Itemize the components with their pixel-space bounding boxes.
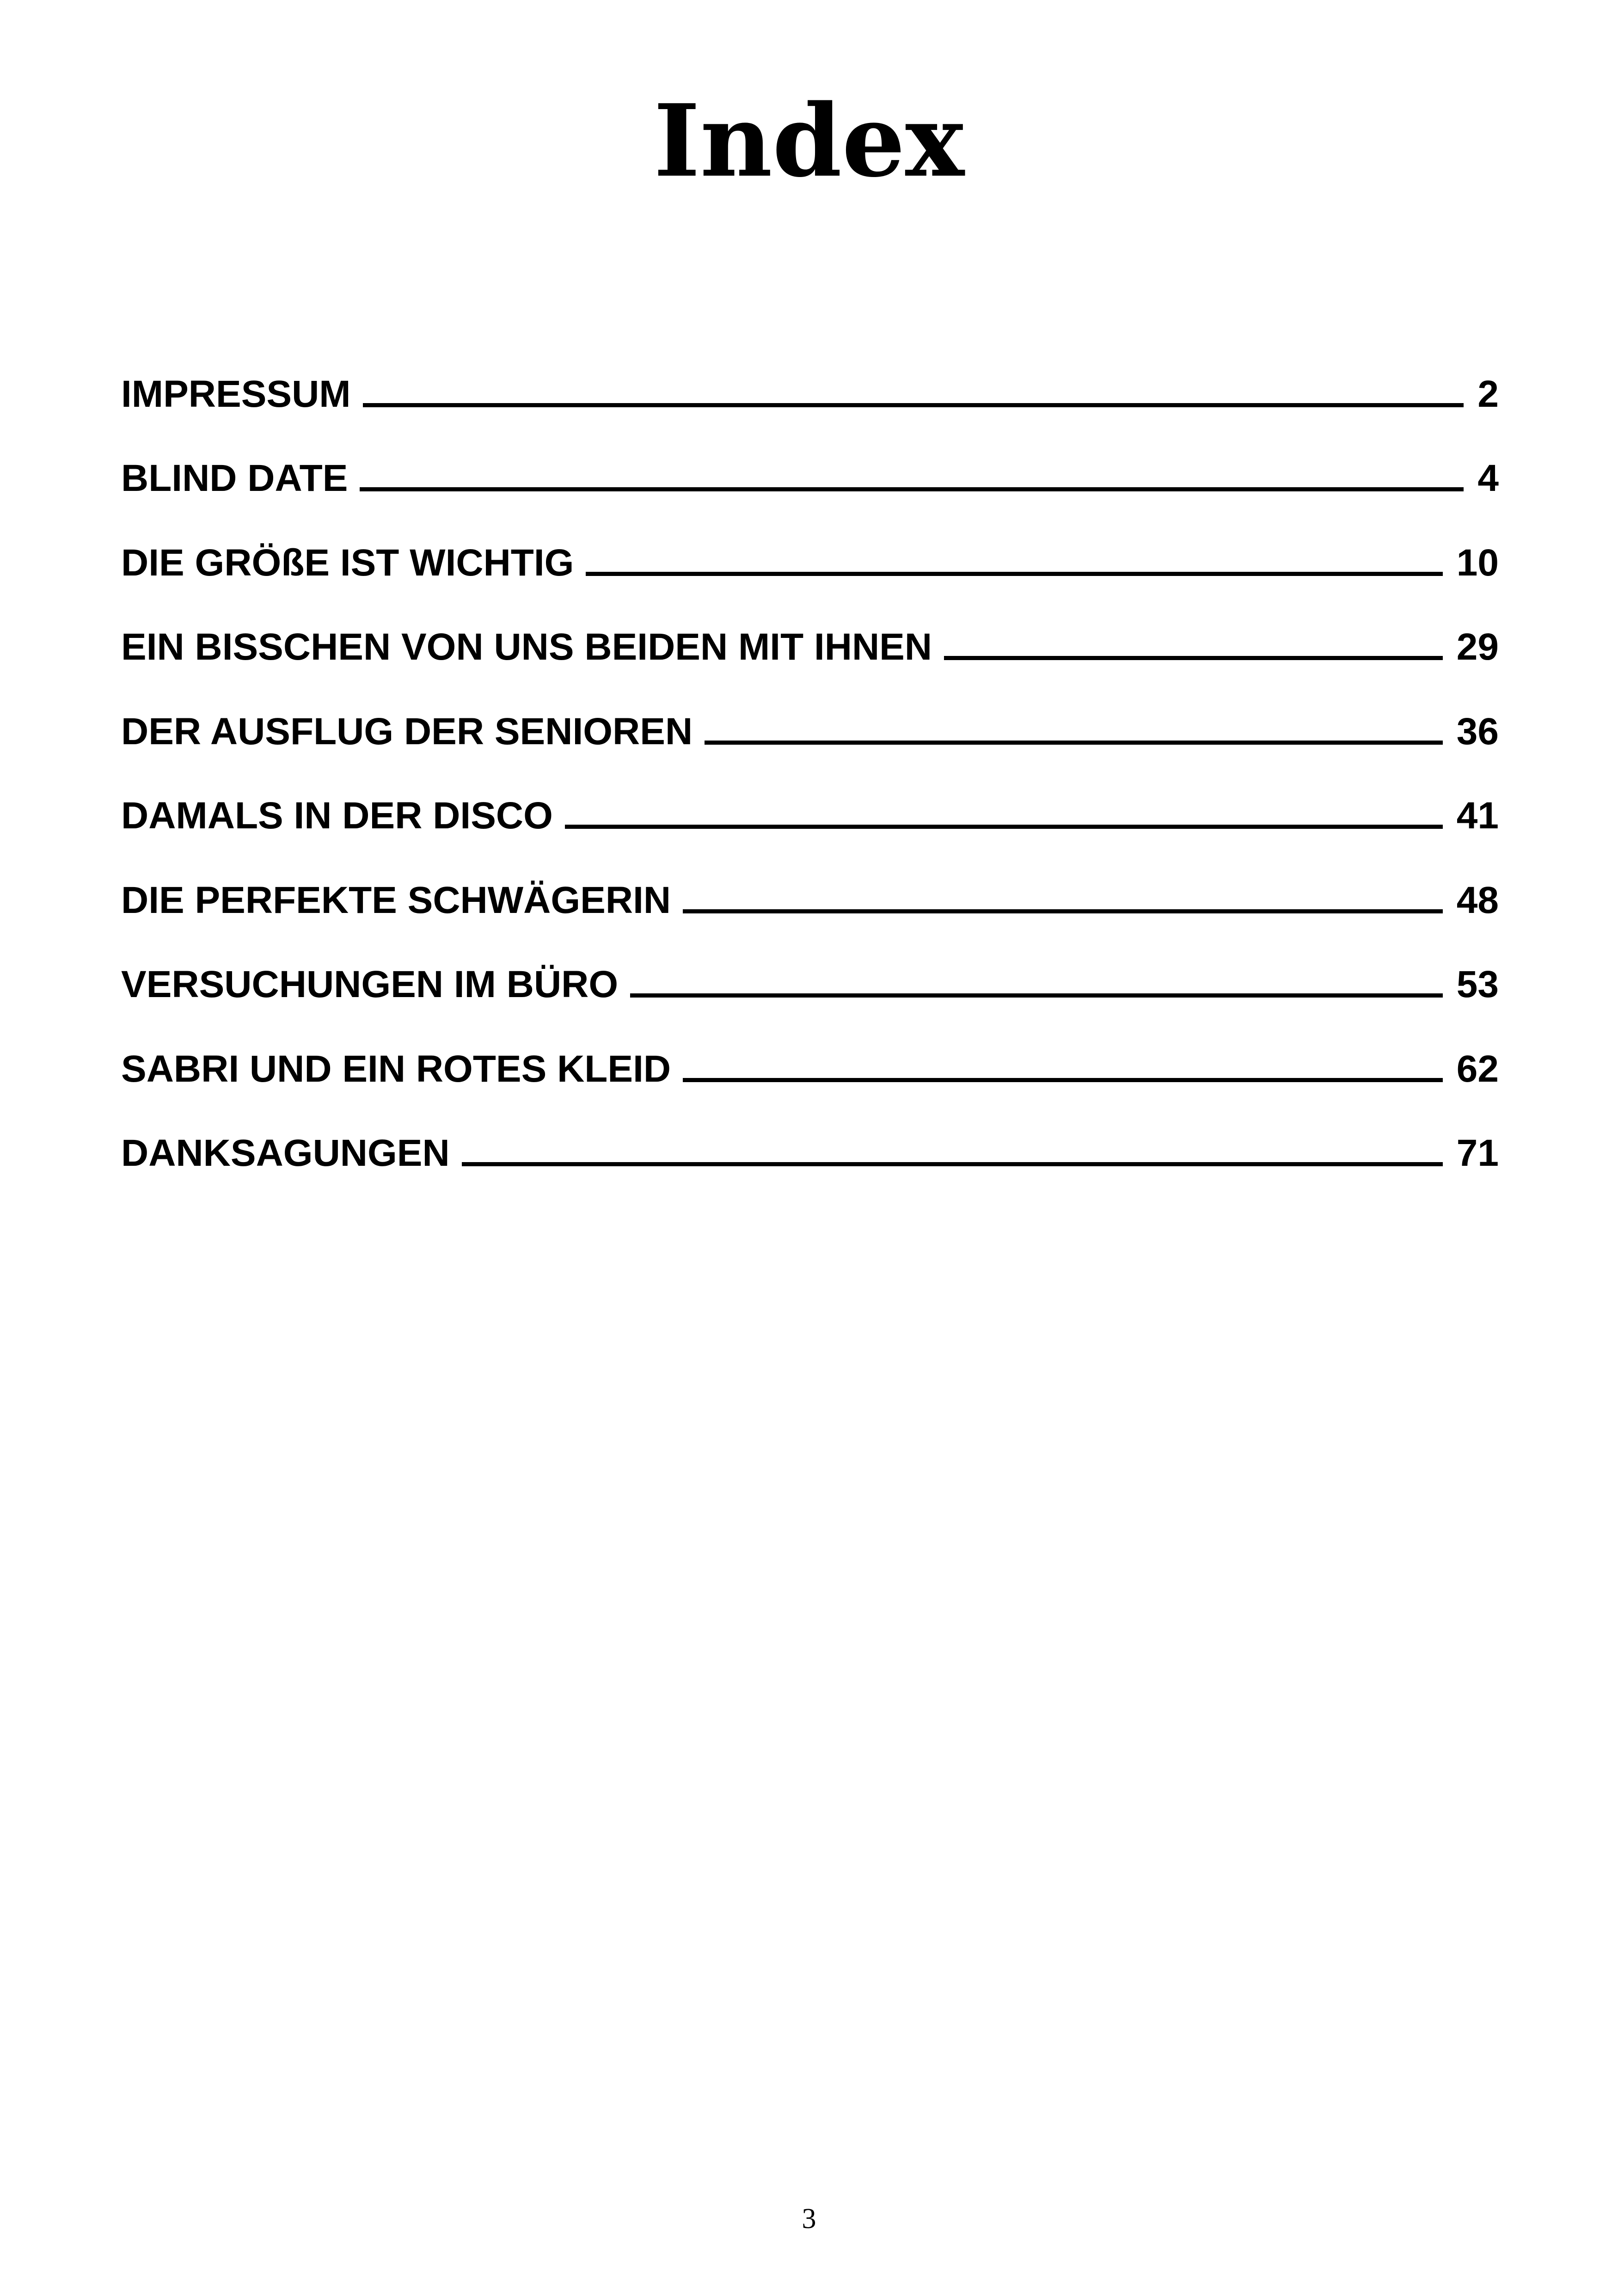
toc-entry-title: EIN BISSCHEN VON UNS BEIDEN MIT IHNEN	[121, 626, 932, 668]
toc-entry-die-groesse-ist-wichtig[interactable]	[121, 502, 1499, 586]
page-title: Index	[653, 82, 965, 199]
toc-entry-page: 29	[1456, 626, 1499, 668]
toc-entry-page: 48	[1456, 879, 1499, 921]
toc-leader-line	[705, 741, 1443, 745]
toc-entry-page: 53	[1456, 963, 1499, 1005]
toc-entry-damals-in-der-disco[interactable]	[121, 755, 1499, 839]
toc-entry-page: 41	[1456, 795, 1499, 837]
toc-leader-line	[586, 572, 1442, 576]
toc-entry-page: 2	[1477, 373, 1499, 415]
toc-entry-title: SABRI UND EIN ROTES KLEID	[121, 1047, 671, 1090]
toc-entry-page: 36	[1456, 710, 1499, 753]
toc-leader-line	[683, 1078, 1443, 1082]
toc-leader-line	[363, 403, 1464, 407]
toc-leader-line	[683, 909, 1443, 913]
toc-entry-page: 71	[1456, 1132, 1499, 1174]
toc-entry-sabri-und-ein-rotes-kleid[interactable]	[121, 1008, 1499, 1092]
toc-leader-line	[630, 993, 1443, 998]
page-number: 3	[802, 2203, 816, 2235]
toc-entry-title: VERSUCHUNGEN IM BÜRO	[121, 963, 619, 1005]
toc-entry-page: 4	[1477, 457, 1499, 499]
toc-entry-danksagungen[interactable]	[121, 1092, 1499, 1177]
toc-entry-title: DER AUSFLUG DER SENIOREN	[121, 710, 693, 753]
toc-leader-line	[565, 825, 1443, 829]
toc-entry-ein-bisschen-von-uns-beiden[interactable]	[121, 586, 1499, 671]
toc-entry-page: 10	[1456, 541, 1499, 584]
toc-entry-page: 62	[1456, 1047, 1499, 1090]
toc-entry-title: IMPRESSUM	[121, 373, 351, 415]
toc-entry-versuchungen-im-buero[interactable]	[121, 924, 1499, 1008]
toc-entry-der-ausflug-der-senioren[interactable]	[121, 670, 1499, 755]
toc-entry-title: DIE PERFEKTE SCHWÄGERIN	[121, 879, 671, 921]
toc-entry-title: DAMALS IN DER DISCO	[121, 795, 553, 837]
toc-leader-line	[944, 656, 1443, 660]
toc-entry-die-perfekte-schwaegerin[interactable]	[121, 839, 1499, 924]
table-of-contents	[121, 333, 1499, 1176]
toc-entry-title: BLIND DATE	[121, 457, 348, 499]
toc-entry-title: DANKSAGUNGEN	[121, 1132, 450, 1174]
toc-leader-line	[360, 487, 1464, 491]
toc-entry-blind-date[interactable]	[121, 417, 1499, 502]
toc-entry-title: DIE GRÖßE IST WICHTIG	[121, 541, 574, 584]
toc-leader-line	[462, 1162, 1443, 1166]
toc-entry-impressum[interactable]	[121, 333, 1499, 417]
